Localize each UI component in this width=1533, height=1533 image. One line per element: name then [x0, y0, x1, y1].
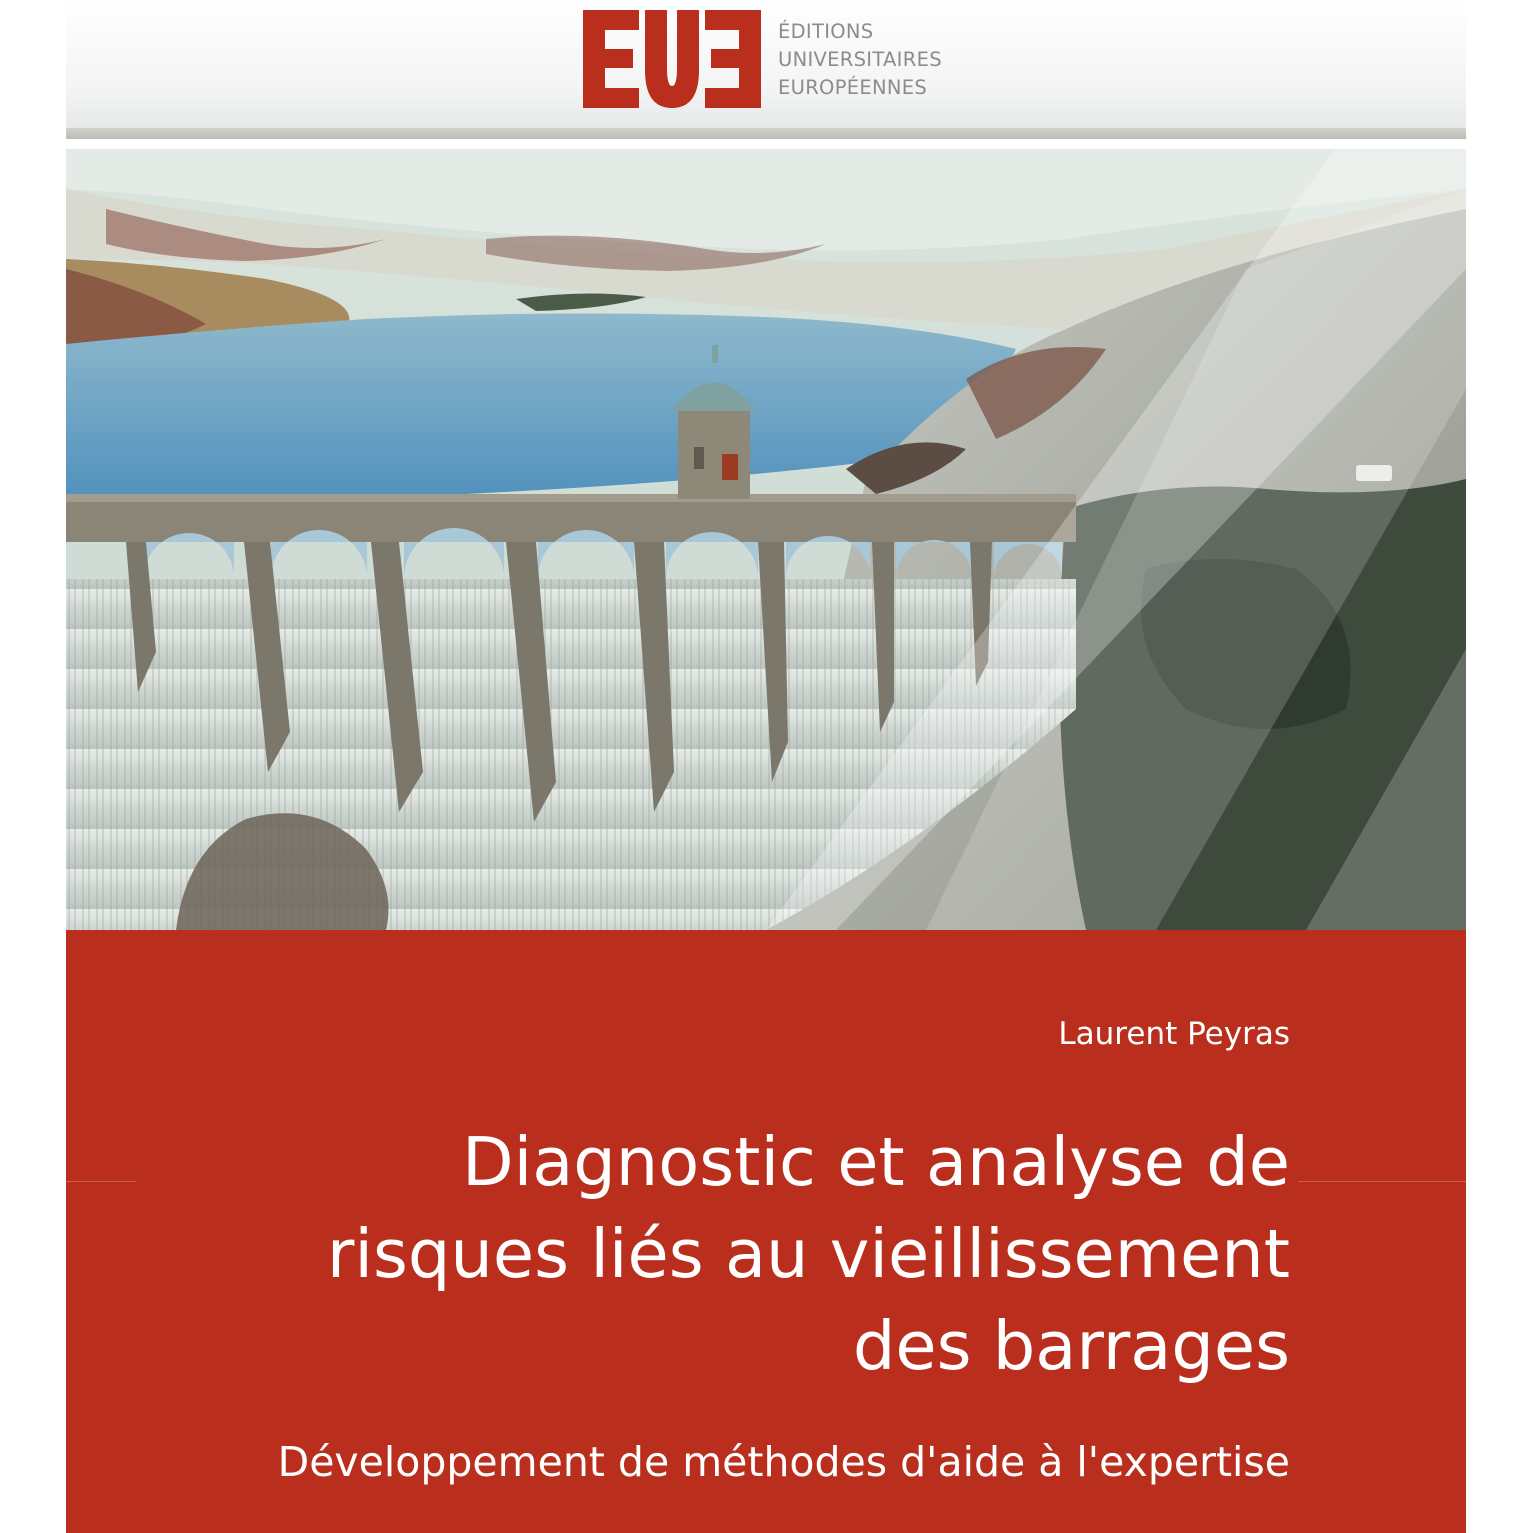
cover-photo-dam [66, 149, 1466, 930]
publisher-name-line-1: ÉDITIONS [778, 20, 874, 43]
publisher-name-line-2: UNIVERSITAIRES [778, 48, 942, 71]
publisher-header [66, 0, 1466, 128]
title-panel [66, 930, 1466, 1533]
title-line-2: risques liés au vieillissement [326, 1215, 1290, 1293]
publisher-logo-mark [583, 10, 761, 108]
author-name: Laurent Peyras [1058, 1016, 1290, 1052]
title-line-1: Diagnostic et analyse de [462, 1123, 1290, 1201]
title-line-3: des barrages [852, 1307, 1290, 1385]
header-divider [66, 128, 1466, 139]
panel-rule-right [1298, 1181, 1466, 1182]
book-subtitle: Développement de méthodes d'aide à l'expertise [277, 1438, 1290, 1486]
publisher-name [778, 18, 942, 102]
publisher-name-line-3: EUROPÉENNES [778, 76, 928, 99]
book-title [110, 1116, 1290, 1392]
header-gap [66, 139, 1466, 149]
book-cover [66, 0, 1466, 1533]
